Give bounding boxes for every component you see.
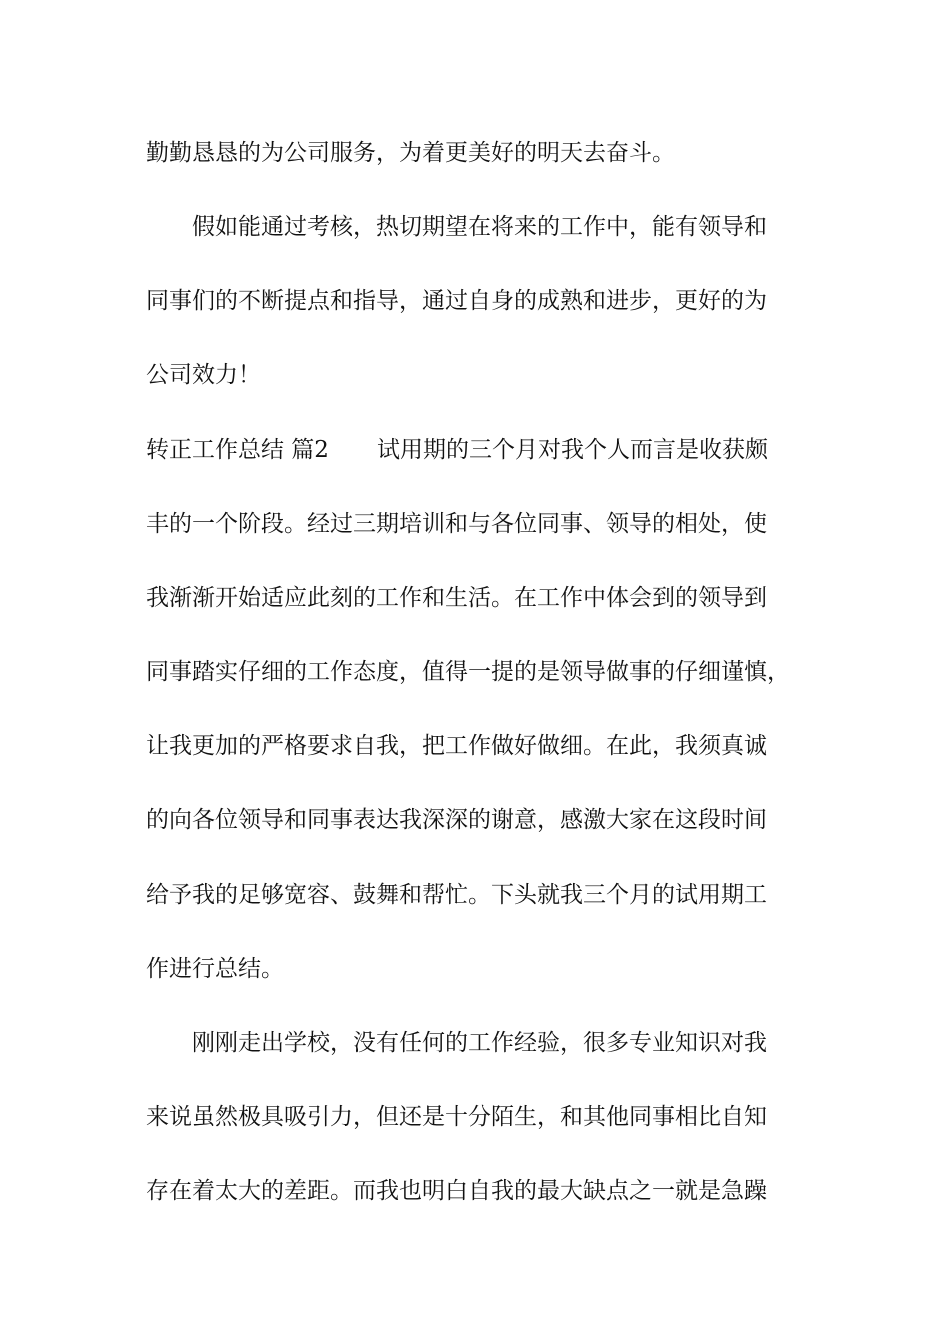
- text-line-14: 来说虽然极具吸引力，但还是十分陌生，和其他同事相比自知: [146, 1104, 767, 1130]
- text-line-10: 的向各位领导和同事表达我深深的谢意，感激大家在这段时间: [146, 807, 767, 833]
- section-heading-line: [146, 430, 768, 470]
- text-line-3: 同事们的不断提点和指导，通过自身的成熟和进步，更好的为: [146, 288, 767, 314]
- text-line-1: 勤勤恳恳的为公司服务，为着更美好的明天去奋斗。: [146, 140, 675, 166]
- text-line-12: 作进行总结。: [146, 956, 284, 982]
- text-line-15: 存在着太大的差距。而我也明白自我的最大缺点之一就是急躁: [146, 1178, 767, 1204]
- paragraph-start-line: 假如能通过考核，热切期望在将来的工作中，能有领导和: [192, 214, 767, 240]
- text-line-9: 让我更加的严格要求自我，把工作做好做细。在此，我须真诚: [146, 733, 767, 759]
- text-line-6: 丰的一个阶段。经过三期培训和与各位同事、领导的相处，使: [146, 511, 767, 537]
- text-line-7: 我渐渐开始适应此刻的工作和生活。在工作中体会到的领导到: [146, 585, 767, 611]
- section-heading: 转正工作总结 篇2: [146, 437, 329, 463]
- paragraph-start-line-2: 刚刚走出学校，没有任何的工作经验，很多专业知识对我: [192, 1030, 767, 1056]
- text-line-11: 给予我的足够宽容、鼓舞和帮忙。下头就我三个月的试用期工: [146, 882, 767, 908]
- text-line-8: 同事踏实仔细的工作态度，值得一提的是领导做事的仔细谨慎，: [146, 659, 790, 685]
- section-heading-continuation: 试用期的三个月对我个人而言是收获颇: [376, 437, 768, 463]
- text-line-4: 公司效力！: [146, 362, 261, 388]
